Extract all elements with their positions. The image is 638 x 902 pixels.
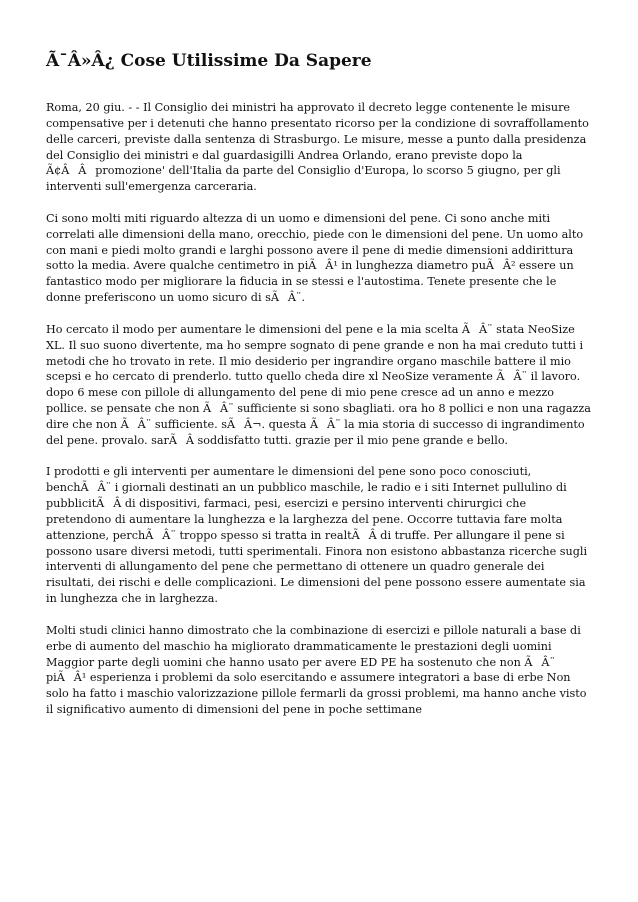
- paragraph-1: Roma, 20 giu. - - Il Consiglio dei ministri ha approvato il decreto legge contenente le misure compensative per i detenuti che hanno presentato ricorso per la condizione di sovraffollamento delle carceri, previste dalla sentenza di Strasburgo. Le misure, messe a punto dalla presidenza del Consiglio dei ministri e dal guardasigilli Andrea Orlando, erano previste dopo la Ã¢ÂÂpromozione' dell'Italia da parte del Consiglio d'Europa, lo scorso 5 giugno, per gli interventi sull'emergenza carceraria.: [46, 101, 589, 194]
- document-page: [46, 0, 594, 734]
- paragraph-5: Molti studi clinici hanno dimostrato che la combinazione di esercizi e pillole naturali a base di erbe di aumento del maschio ha migliorato drammaticamente le prestazioni degli uomini Maggior parte degli uomini che hanno usato per avere ED PE ha sostenuto che non ÃÂ¨ piÃÂ¹ esperienza i problemi da solo esercitando e assumere integratori a base di erbe Non solo ha fatto i maschio valorizzazione pillole fermarli da grossi problemi, ma hanno anche visto il significativo aumento di dimensioni del pene in poche settimane: [46, 623, 587, 717]
- paragraph-2: Ci sono molti miti riguardo altezza di un uomo e dimensioni del pene. Ci sono anche miti correlati alle dimensioni della mano, orecchio, piede con le dimensioni del pene. Un uomo alto con mani e piedi molto grandi e larghi possono avere il pene di medie dimensioni addirittura sotto la media. Avere qualche centimetro in piÃÂ¹ in lunghezza diametro puÃÂ² essere un fantastico modo per migliorare la fiducia in se stessi e l'autostima. Tenete presente che le donne preferiscono un uomo sicuro di sÃÂ¨.: [46, 211, 584, 305]
- document-body: [46, 100, 594, 718]
- document-title: Ã¯Â»Â¿ Cose Utilissime Da Sapere: [46, 51, 372, 71]
- paragraph-3: Ho cercato il modo per aumentare le dimensioni del pene e la mia scelta ÃÂ¨ stata NeoSize XL. Il suo suono divertente, ma ho sempre sognato di pene grande e non ha mai creduto tutti i metodi che ho trovato in rete. Il mio desiderio per ingrandire organo maschile battere il mio scepsi e ho cercato di prenderlo. tutto quello cheda dire xl NeoSize veramente ÃÂ¨ il lavoro. dopo 6 mese con pillole di allungamento del pene di mio pene cresce ad un anno e mezzo pollice. se pensate che non ÃÂ¨ sufficiente si sono sbagliati. ora ho 8 pollici e non una ragazza dire che non ÃÂ¨ sufficiente. sÃÂ¬. questa ÃÂ¨ la mia storia di successo di ingrandimento del pene. provalo. sarÃÂ soddisfatto tutti. grazie per il mio pene grande e bello.: [46, 322, 591, 447]
- paragraph-4: I prodotti e gli interventi per aumentare le dimensioni del pene sono poco conosciuti, benchÃÂ¨ i giornali destinati an un pubblico maschile, le radio e i siti Internet pullulino di pubblicitÃÂ di dispositivi, farmaci, pesi, esercizi e persino interventi chirurgici che pretendono di aumentare la lunghezza e la larghezza del pene. Occorre tuttavia fare molta attenzione, perchÃÂ¨ troppo spesso si tratta in realtÃÂ di truffe. Per allungare il pene si possono usare diversi metodi, tutti sperimentali. Finora non esistono abbastanza ricerche sugli interventi di allungamento del pene che permettano di ottenere un quadro generale dei risultati, dei rischi e delle complicazioni. Le dimensioni del pene possono essere aumentate sia in lunghezza che in larghezza.: [46, 465, 588, 606]
